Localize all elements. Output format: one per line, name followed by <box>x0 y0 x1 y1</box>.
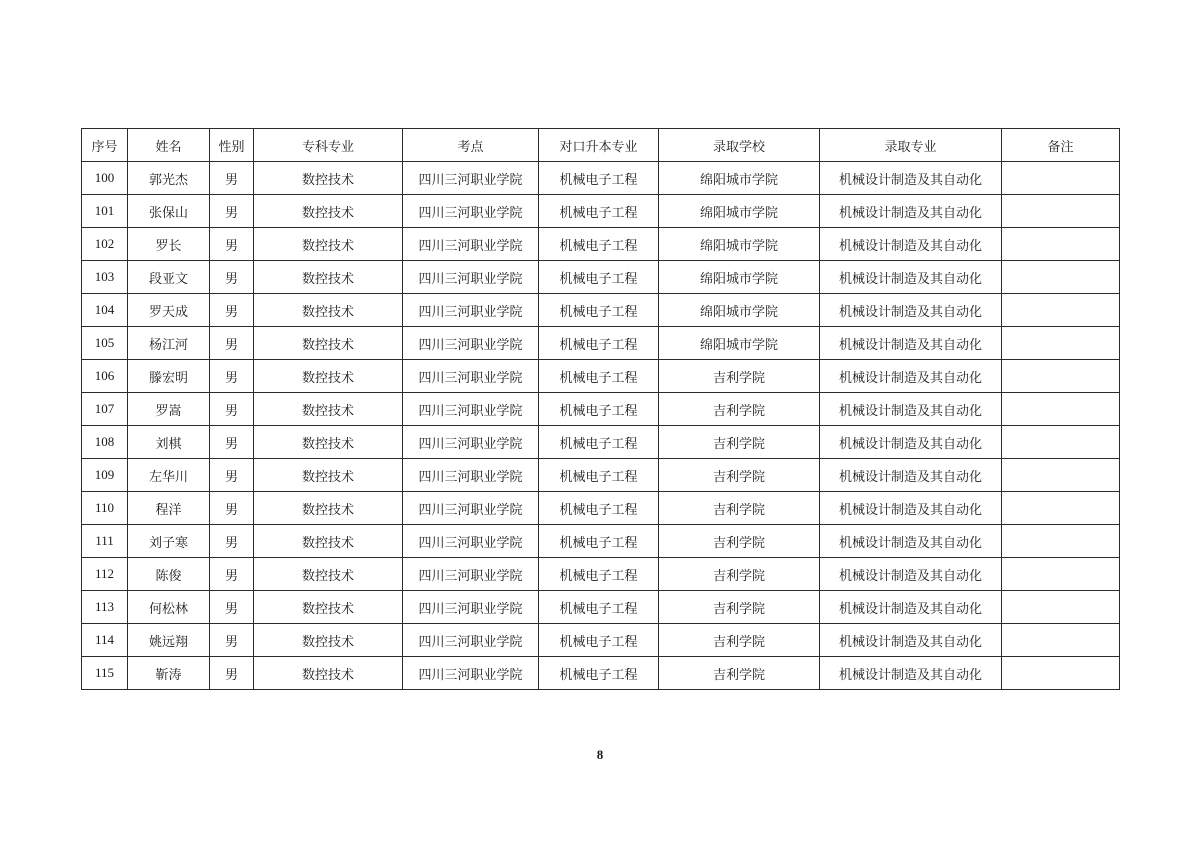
cell-gender: 男 <box>210 525 254 558</box>
cell-upgrade-major: 机械电子工程 <box>539 624 659 657</box>
cell-seq: 112 <box>82 558 128 591</box>
cell-seq: 109 <box>82 459 128 492</box>
cell-admitted-major: 机械设计制造及其自动化 <box>820 492 1002 525</box>
table-row <box>82 525 1120 558</box>
cell-gender: 男 <box>210 195 254 228</box>
cell-upgrade-major: 机械电子工程 <box>539 459 659 492</box>
table-row <box>82 459 1120 492</box>
cell-admitted-major: 机械设计制造及其自动化 <box>820 294 1002 327</box>
cell-upgrade-major: 机械电子工程 <box>539 426 659 459</box>
cell-upgrade-major: 机械电子工程 <box>539 525 659 558</box>
cell-name: 罗天成 <box>128 294 210 327</box>
table-row <box>82 393 1120 426</box>
cell-gender: 男 <box>210 228 254 261</box>
admission-table <box>81 128 1120 690</box>
cell-upgrade-major: 机械电子工程 <box>539 327 659 360</box>
cell-gender: 男 <box>210 459 254 492</box>
cell-upgrade-major: 机械电子工程 <box>539 195 659 228</box>
cell-college-major: 数控技术 <box>254 228 403 261</box>
cell-exam-site: 四川三河职业学院 <box>403 459 539 492</box>
cell-name: 刘棋 <box>128 426 210 459</box>
cell-college-major: 数控技术 <box>254 558 403 591</box>
cell-remarks <box>1002 558 1120 591</box>
cell-admitted-major: 机械设计制造及其自动化 <box>820 558 1002 591</box>
cell-admitted-school: 绵阳城市学院 <box>659 294 820 327</box>
cell-admitted-school: 吉利学院 <box>659 459 820 492</box>
cell-upgrade-major: 机械电子工程 <box>539 228 659 261</box>
cell-admitted-major: 机械设计制造及其自动化 <box>820 525 1002 558</box>
table-row <box>82 558 1120 591</box>
cell-remarks <box>1002 393 1120 426</box>
cell-name: 左华川 <box>128 459 210 492</box>
cell-remarks <box>1002 327 1120 360</box>
cell-remarks <box>1002 294 1120 327</box>
cell-college-major: 数控技术 <box>254 591 403 624</box>
cell-college-major: 数控技术 <box>254 426 403 459</box>
cell-admitted-school: 吉利学院 <box>659 393 820 426</box>
cell-name: 罗嵩 <box>128 393 210 426</box>
header-upgrade-major: 对口升本专业 <box>539 129 659 162</box>
cell-college-major: 数控技术 <box>254 393 403 426</box>
cell-upgrade-major: 机械电子工程 <box>539 591 659 624</box>
table-header-row <box>82 129 1120 162</box>
cell-remarks <box>1002 624 1120 657</box>
cell-name: 段亚文 <box>128 261 210 294</box>
cell-admitted-school: 吉利学院 <box>659 360 820 393</box>
cell-gender: 男 <box>210 327 254 360</box>
cell-exam-site: 四川三河职业学院 <box>403 162 539 195</box>
cell-seq: 115 <box>82 657 128 690</box>
cell-remarks <box>1002 426 1120 459</box>
cell-upgrade-major: 机械电子工程 <box>539 393 659 426</box>
cell-admitted-major: 机械设计制造及其自动化 <box>820 228 1002 261</box>
cell-exam-site: 四川三河职业学院 <box>403 426 539 459</box>
cell-upgrade-major: 机械电子工程 <box>539 657 659 690</box>
cell-seq: 106 <box>82 360 128 393</box>
cell-upgrade-major: 机械电子工程 <box>539 261 659 294</box>
cell-exam-site: 四川三河职业学院 <box>403 360 539 393</box>
cell-exam-site: 四川三河职业学院 <box>403 228 539 261</box>
cell-name: 罗长 <box>128 228 210 261</box>
cell-gender: 男 <box>210 426 254 459</box>
header-exam-site: 考点 <box>403 129 539 162</box>
cell-seq: 102 <box>82 228 128 261</box>
table-row <box>82 657 1120 690</box>
cell-gender: 男 <box>210 492 254 525</box>
cell-gender: 男 <box>210 162 254 195</box>
header-admitted-major: 录取专业 <box>820 129 1002 162</box>
cell-college-major: 数控技术 <box>254 657 403 690</box>
cell-college-major: 数控技术 <box>254 459 403 492</box>
cell-admitted-school: 绵阳城市学院 <box>659 327 820 360</box>
table-row <box>82 591 1120 624</box>
cell-gender: 男 <box>210 294 254 327</box>
cell-college-major: 数控技术 <box>254 492 403 525</box>
cell-college-major: 数控技术 <box>254 261 403 294</box>
table-row <box>82 327 1120 360</box>
cell-admitted-major: 机械设计制造及其自动化 <box>820 624 1002 657</box>
cell-remarks <box>1002 228 1120 261</box>
cell-name: 滕宏明 <box>128 360 210 393</box>
cell-name: 陈俊 <box>128 558 210 591</box>
cell-admitted-school: 吉利学院 <box>659 624 820 657</box>
cell-gender: 男 <box>210 393 254 426</box>
cell-admitted-major: 机械设计制造及其自动化 <box>820 261 1002 294</box>
cell-exam-site: 四川三河职业学院 <box>403 327 539 360</box>
cell-seq: 101 <box>82 195 128 228</box>
page-number: 8 <box>596 747 604 762</box>
cell-remarks <box>1002 459 1120 492</box>
cell-admitted-major: 机械设计制造及其自动化 <box>820 426 1002 459</box>
table-row <box>82 195 1120 228</box>
table-body <box>82 162 1120 690</box>
cell-remarks <box>1002 591 1120 624</box>
cell-admitted-school: 吉利学院 <box>659 558 820 591</box>
cell-exam-site: 四川三河职业学院 <box>403 525 539 558</box>
cell-admitted-school: 吉利学院 <box>659 525 820 558</box>
cell-remarks <box>1002 492 1120 525</box>
cell-exam-site: 四川三河职业学院 <box>403 624 539 657</box>
cell-remarks <box>1002 657 1120 690</box>
header-college-major: 专科专业 <box>254 129 403 162</box>
cell-remarks <box>1002 525 1120 558</box>
cell-admitted-school: 绵阳城市学院 <box>659 228 820 261</box>
table-row <box>82 492 1120 525</box>
cell-gender: 男 <box>210 657 254 690</box>
cell-name: 张保山 <box>128 195 210 228</box>
table-row <box>82 261 1120 294</box>
table-row <box>82 228 1120 261</box>
cell-admitted-school: 绵阳城市学院 <box>659 162 820 195</box>
header-remarks: 备注 <box>1002 129 1120 162</box>
cell-admitted-major: 机械设计制造及其自动化 <box>820 162 1002 195</box>
cell-college-major: 数控技术 <box>254 624 403 657</box>
cell-admitted-major: 机械设计制造及其自动化 <box>820 360 1002 393</box>
cell-name: 杨江河 <box>128 327 210 360</box>
cell-remarks <box>1002 360 1120 393</box>
cell-exam-site: 四川三河职业学院 <box>403 558 539 591</box>
cell-admitted-school: 吉利学院 <box>659 657 820 690</box>
header-gender: 性别 <box>210 129 254 162</box>
cell-name: 程洋 <box>128 492 210 525</box>
cell-seq: 105 <box>82 327 128 360</box>
cell-college-major: 数控技术 <box>254 360 403 393</box>
cell-seq: 110 <box>82 492 128 525</box>
cell-gender: 男 <box>210 591 254 624</box>
cell-college-major: 数控技术 <box>254 327 403 360</box>
cell-admitted-major: 机械设计制造及其自动化 <box>820 591 1002 624</box>
cell-admitted-school: 吉利学院 <box>659 591 820 624</box>
cell-admitted-major: 机械设计制造及其自动化 <box>820 195 1002 228</box>
header-admitted-school: 录取学校 <box>659 129 820 162</box>
cell-seq: 114 <box>82 624 128 657</box>
cell-admitted-major: 机械设计制造及其自动化 <box>820 459 1002 492</box>
cell-exam-site: 四川三河职业学院 <box>403 261 539 294</box>
cell-name: 姚远翔 <box>128 624 210 657</box>
cell-admitted-school: 绵阳城市学院 <box>659 195 820 228</box>
cell-admitted-school: 吉利学院 <box>659 426 820 459</box>
cell-name: 刘子寒 <box>128 525 210 558</box>
cell-admitted-major: 机械设计制造及其自动化 <box>820 657 1002 690</box>
cell-gender: 男 <box>210 558 254 591</box>
cell-exam-site: 四川三河职业学院 <box>403 195 539 228</box>
cell-admitted-school: 绵阳城市学院 <box>659 261 820 294</box>
cell-name: 靳涛 <box>128 657 210 690</box>
cell-seq: 113 <box>82 591 128 624</box>
cell-upgrade-major: 机械电子工程 <box>539 294 659 327</box>
cell-college-major: 数控技术 <box>254 294 403 327</box>
cell-name: 郭光杰 <box>128 162 210 195</box>
cell-seq: 108 <box>82 426 128 459</box>
table-row <box>82 426 1120 459</box>
table-row <box>82 624 1120 657</box>
cell-seq: 104 <box>82 294 128 327</box>
cell-exam-site: 四川三河职业学院 <box>403 591 539 624</box>
cell-college-major: 数控技术 <box>254 195 403 228</box>
cell-remarks <box>1002 195 1120 228</box>
cell-seq: 100 <box>82 162 128 195</box>
header-seq: 序号 <box>82 129 128 162</box>
cell-admitted-major: 机械设计制造及其自动化 <box>820 327 1002 360</box>
cell-seq: 107 <box>82 393 128 426</box>
cell-admitted-major: 机械设计制造及其自动化 <box>820 393 1002 426</box>
cell-remarks <box>1002 261 1120 294</box>
cell-exam-site: 四川三河职业学院 <box>403 657 539 690</box>
table-row <box>82 294 1120 327</box>
cell-remarks <box>1002 162 1120 195</box>
cell-name: 何松林 <box>128 591 210 624</box>
table-row <box>82 162 1120 195</box>
cell-upgrade-major: 机械电子工程 <box>539 492 659 525</box>
cell-seq: 103 <box>82 261 128 294</box>
cell-exam-site: 四川三河职业学院 <box>403 393 539 426</box>
cell-college-major: 数控技术 <box>254 525 403 558</box>
cell-college-major: 数控技术 <box>254 162 403 195</box>
cell-gender: 男 <box>210 261 254 294</box>
header-name: 姓名 <box>128 129 210 162</box>
table-row <box>82 360 1120 393</box>
cell-exam-site: 四川三河职业学院 <box>403 294 539 327</box>
cell-seq: 111 <box>82 525 128 558</box>
cell-upgrade-major: 机械电子工程 <box>539 360 659 393</box>
cell-gender: 男 <box>210 624 254 657</box>
cell-upgrade-major: 机械电子工程 <box>539 558 659 591</box>
cell-upgrade-major: 机械电子工程 <box>539 162 659 195</box>
cell-admitted-school: 吉利学院 <box>659 492 820 525</box>
cell-exam-site: 四川三河职业学院 <box>403 492 539 525</box>
cell-gender: 男 <box>210 360 254 393</box>
